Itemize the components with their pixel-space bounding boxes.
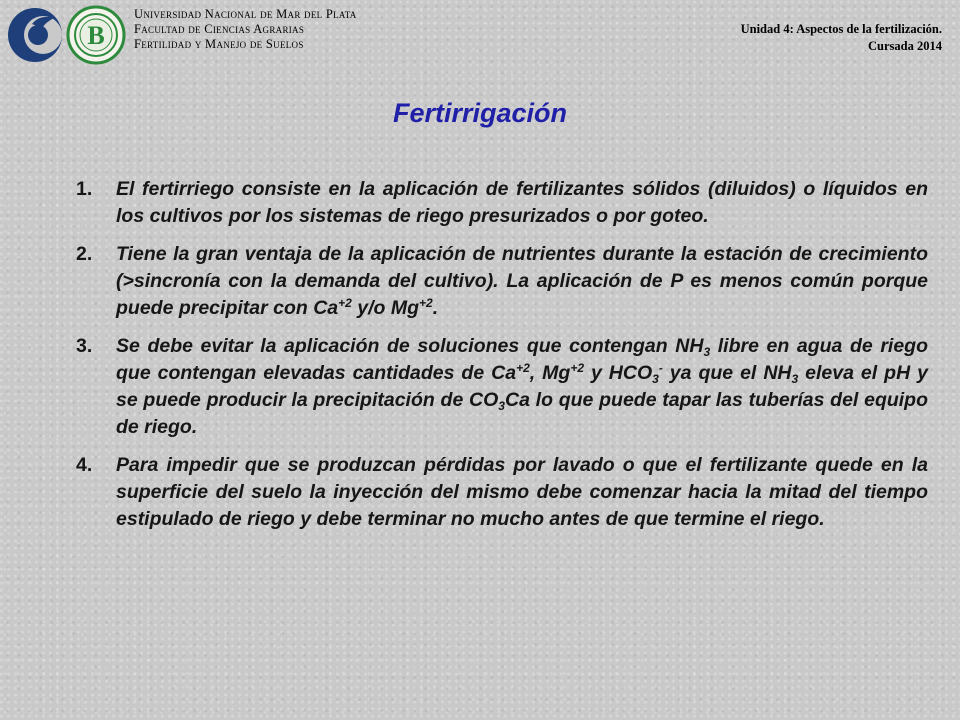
numbered-list (76, 176, 928, 544)
course-name: Fertilidad y Manejo de Suelos (134, 37, 304, 51)
slide-title: Fertirrigación (392, 98, 568, 128)
list-item-text: y/o Mg (351, 297, 419, 319)
list-item-text: El fertirriego consiste en la aplicación de fertilizantes sólidos (diluidos) o líquidos en los cultivos por los sistemas de riego presurizados o por goteo. (116, 178, 928, 227)
list-item (76, 333, 928, 441)
list-item-number: 4. (76, 454, 93, 476)
list-item-text: Para impedir que se produzcan pérdidas por lavado o que el fertilizante quede en la superficie del suelo la inyección del mismo debe comenzar hacia la mitad del tiempo estipulado de riego y debe terminar no mucho antes de que termine el riego. (116, 454, 928, 530)
subscript: 3 (498, 399, 505, 413)
list-item-number: 1. (76, 178, 93, 200)
list-item (76, 241, 928, 322)
superscript: +2 (419, 296, 433, 310)
list-item-text: eleva el pH y se puede producir la precipitación de CO (116, 362, 928, 411)
unit-info (741, 21, 942, 55)
list-item-text: Tiene la gran ventaja de la aplicación de nutrientes durante la estación de crecimiento (>sincronía con la demanda del cultivo). La aplicación de P es menos común porque puede precipitar con Ca (116, 243, 928, 319)
superscript: +2 (338, 296, 352, 310)
list-item-text: Ca lo que puede tapar las tuberías del equipo de riego. (116, 389, 929, 438)
institution-block (134, 7, 357, 52)
faculty-name: Facultad de Ciencias Agrarias (134, 22, 305, 36)
superscript: - (658, 361, 663, 375)
university-name: Universidad Nacional de Mar del Plata (134, 7, 357, 21)
list-item-text: ya que el NH (662, 362, 792, 384)
list-item-number: 3. (76, 335, 93, 357)
list-item (76, 176, 928, 230)
list-item-text: y HCO (584, 362, 653, 384)
list-item-text: Se debe evitar la aplicación de soluciones que contengan NH (116, 335, 704, 357)
superscript: +2 (516, 361, 530, 375)
unmdp-logo-icon (6, 4, 64, 66)
fca-seal-icon (66, 4, 126, 66)
subscript: 3 (652, 372, 659, 386)
seal-letter: B (87, 21, 105, 50)
subscript: 3 (791, 372, 799, 386)
list-item-number: 2. (76, 243, 93, 265)
list-item-text: . (432, 297, 439, 319)
slide-header (0, 0, 960, 90)
superscript: +2 (570, 361, 584, 375)
unit-title: Unidad 4: Aspectos de la fertilización. (740, 22, 942, 36)
list-item (76, 452, 928, 533)
subscript: 3 (703, 345, 711, 359)
course-year: Cursada 2014 (868, 39, 942, 53)
list-item-text: , Mg (529, 362, 571, 384)
list-item-text: libre en agua de riego que contengan elevadas cantidades de Ca (116, 335, 929, 384)
